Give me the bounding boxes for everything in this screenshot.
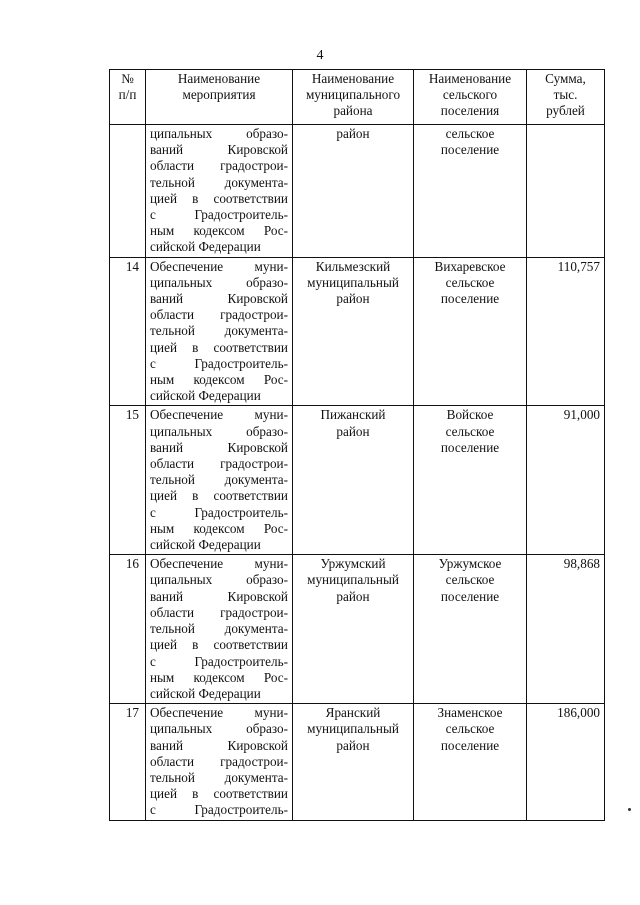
cell-num: 16 <box>110 555 146 704</box>
header-event: Наименование мероприятия <box>146 70 293 125</box>
cell-event: Обеспечение муни- ципальных образо- ваний Кировской области градострои- тельной документа- цией в соответствии с Градостроитель- <box>146 704 293 820</box>
cell-district: Пижанский район <box>293 406 414 555</box>
cell-settlement: Уржумское сельское поселение <box>414 555 527 704</box>
cell-event: Обеспечение муни- ципальных образо- ваний Кировской области градострои- тельной документа- цией в соответствии с Градостроитель- ным кодексом Рос- сийской Федерации <box>146 406 293 555</box>
cell-num: 17 <box>110 704 146 820</box>
cell-district: район <box>293 125 414 258</box>
table-row <box>110 704 605 820</box>
header-num: № п/п <box>110 70 146 125</box>
table-row <box>110 125 605 258</box>
cell-district: Яранский муниципальный район <box>293 704 414 820</box>
cell-settlement: сельское поселение <box>414 125 527 258</box>
table-row <box>110 555 605 704</box>
cell-num <box>110 125 146 258</box>
cell-event: Обеспечение муни- ципальных образо- ваний Кировской области градострои- тельной документа- цией в соответствии с Градостроитель- ным кодексом Рос- сийской Федерации <box>146 257 293 406</box>
cell-district: Кильмезский муниципальный район <box>293 257 414 406</box>
table-header-row <box>110 70 605 125</box>
page-number: 4 <box>316 48 324 63</box>
header-district: Наименование муниципального района <box>293 70 414 125</box>
cell-sum <box>527 125 605 258</box>
table-row <box>110 406 605 555</box>
cell-event: Обеспечение муни- ципальных образо- ваний Кировской области градострои- тельной документа- цией в соответствии с Градостроитель- ным кодексом Рос- сийской Федерации <box>146 555 293 704</box>
cell-sum: 110,757 <box>527 257 605 406</box>
header-settlement: Наименование сельского поселения <box>414 70 527 125</box>
cell-district: Уржумский муниципальный район <box>293 555 414 704</box>
table-row <box>110 257 605 406</box>
cell-sum: 186,000 <box>527 704 605 820</box>
cell-sum: 91,000 <box>527 406 605 555</box>
cell-num: 15 <box>110 406 146 555</box>
cell-num: 14 <box>110 257 146 406</box>
cell-event: ципальных образо- ваний Кировской области градострои- тельной документа- цией в соответствии с Градостроитель- ным кодексом Рос- сийской Федерации <box>146 125 293 258</box>
scan-speck <box>628 808 631 811</box>
cell-settlement: Знаменское сельское поселение <box>414 704 527 820</box>
cell-settlement: Войское сельское поселение <box>414 406 527 555</box>
cell-sum: 98,868 <box>527 555 605 704</box>
cell-settlement: Вихаревское сельское поселение <box>414 257 527 406</box>
header-sum: Сумма, тыс. рублей <box>527 70 605 125</box>
measures-table <box>109 69 605 821</box>
